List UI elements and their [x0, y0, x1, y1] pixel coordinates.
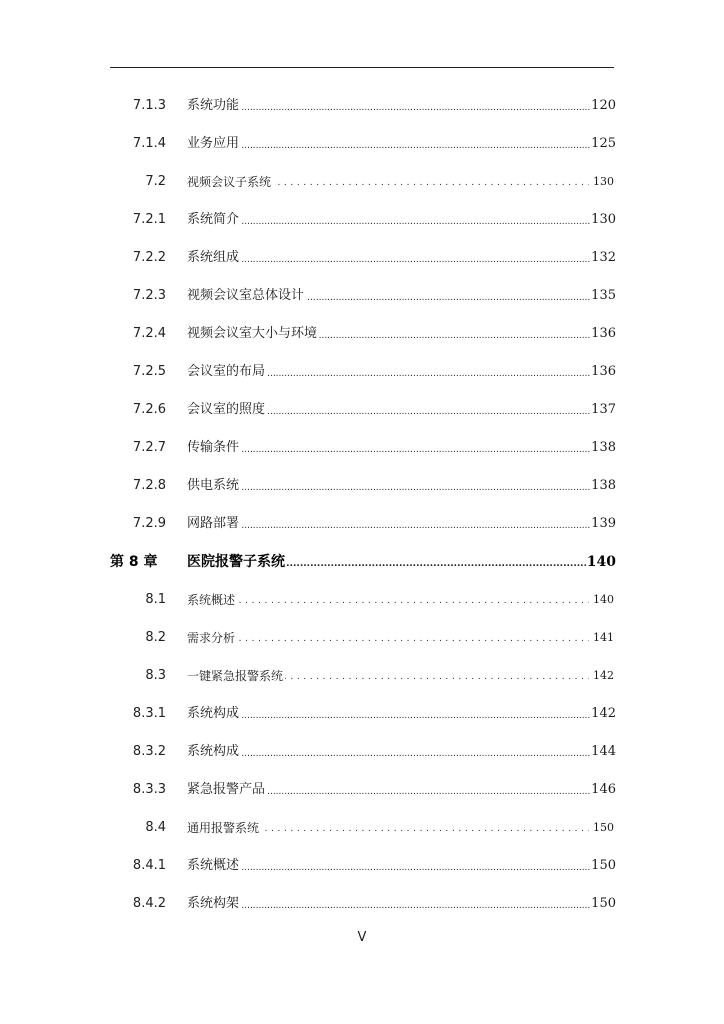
toc-entry[interactable]	[0, 741, 724, 763]
toc-entry-page[interactable]: 140	[592, 589, 614, 611]
toc-entry-title[interactable]: 网路部署	[187, 513, 241, 535]
toc-entry[interactable]	[0, 209, 724, 231]
toc-entry-title[interactable]: 系统简介	[187, 209, 241, 231]
toc-entry[interactable]	[0, 855, 724, 877]
toc-entry[interactable]	[0, 627, 724, 649]
toc-entry-page[interactable]: 141	[592, 627, 614, 649]
toc-entry-number: 7.2.9	[132, 516, 166, 531]
toc-dot-leader	[187, 437, 594, 459]
toc-dot-leader	[187, 741, 594, 763]
toc-entry-title[interactable]: 一键紧急报警系统	[187, 665, 285, 687]
toc-entry-number: 8.4	[145, 820, 166, 835]
toc-entry-number: 7.1.3	[132, 98, 166, 113]
toc-entry-number: 7.2.6	[132, 402, 166, 417]
toc-entry[interactable]	[0, 589, 724, 611]
toc-entry-page[interactable]: 150	[590, 855, 616, 877]
toc-entry-page[interactable]: 136	[590, 361, 616, 383]
toc-entry-title[interactable]: 系统构成	[187, 703, 241, 725]
toc-entry-page[interactable]: 140	[586, 551, 616, 573]
toc-chapter-entry[interactable]	[0, 551, 724, 573]
toc-entry-title[interactable]: 系统组成	[187, 247, 241, 269]
toc-dot-leader	[187, 855, 594, 877]
toc-entry[interactable]	[0, 513, 724, 535]
toc-entry-page[interactable]: 130	[590, 209, 616, 231]
toc-entry-number: 8.3.1	[132, 706, 166, 721]
toc-dot-leader	[187, 95, 594, 117]
toc-entry-number: 7.2.1	[132, 212, 166, 227]
page-number: V	[357, 930, 367, 945]
toc-entry-title[interactable]: 视频会议子系统	[187, 171, 273, 193]
toc-entry-number: 8.3	[145, 668, 166, 683]
toc-entry-title[interactable]: 视频会议室大小与环境	[187, 323, 319, 345]
toc-entry[interactable]	[0, 133, 724, 155]
toc-entry-page[interactable]: 146	[590, 779, 616, 801]
toc-entry-page[interactable]: 150	[590, 893, 616, 915]
toc-entry-number: 7.2.2	[132, 250, 166, 265]
toc-dot-leader	[187, 589, 589, 611]
toc-entry[interactable]	[0, 817, 724, 839]
toc-entry-number: 7.1.4	[132, 136, 166, 151]
toc-entry-number: 8.4.2	[132, 896, 166, 911]
toc-entry-number: 8.3.2	[132, 744, 166, 759]
toc-entry-page[interactable]: 142	[590, 703, 616, 725]
toc-entry[interactable]	[0, 893, 724, 915]
toc-entry-page[interactable]: 120	[590, 95, 616, 117]
toc-entry-page[interactable]: 125	[590, 133, 616, 155]
toc-dot-leader	[187, 627, 589, 649]
toc-entry-title[interactable]: 供电系统	[187, 475, 241, 497]
toc-entry[interactable]	[0, 247, 724, 269]
toc-entry-title[interactable]: 系统构成	[187, 741, 241, 763]
toc-dot-leader	[187, 133, 594, 155]
toc-entry-page[interactable]: 138	[590, 437, 616, 459]
header-rule	[110, 67, 614, 68]
toc-entry-title[interactable]: 视频会议室总体设计	[187, 285, 306, 307]
toc-entry[interactable]	[0, 399, 724, 421]
toc-entry-page[interactable]: 150	[592, 817, 614, 839]
toc-entry-title[interactable]: 会议室的照度	[187, 399, 267, 421]
toc-dot-leader	[187, 893, 594, 915]
toc-entry-page[interactable]: 136	[590, 323, 616, 345]
toc-entry-page[interactable]: 138	[590, 475, 616, 497]
toc-entry-title[interactable]: 系统构架	[187, 893, 241, 915]
toc-entry-page[interactable]: 139	[590, 513, 616, 535]
toc-entry-number: 7.2	[145, 174, 166, 189]
toc-entry-title[interactable]: 系统功能	[187, 95, 241, 117]
toc-entry-title[interactable]: 医院报警子系统	[187, 551, 287, 573]
toc-entry-page[interactable]: 142	[592, 665, 614, 687]
toc-entry-number: 第 8 章	[110, 554, 158, 570]
toc-entry-page[interactable]: 130	[592, 171, 614, 193]
toc-entry[interactable]	[0, 285, 724, 307]
toc-dot-leader	[187, 513, 594, 535]
toc-entry-number: 8.2	[145, 630, 166, 645]
toc-entry-number: 7.2.5	[132, 364, 166, 379]
toc-entry[interactable]	[0, 171, 724, 193]
toc-entry-title[interactable]: 系统概述	[187, 589, 237, 611]
toc-entry-title[interactable]: 会议室的布局	[187, 361, 267, 383]
toc-entry-number: 8.1	[145, 592, 166, 607]
toc-entry[interactable]	[0, 437, 724, 459]
toc-dot-leader	[187, 703, 594, 725]
toc-entry-page[interactable]: 144	[590, 741, 616, 763]
toc-dot-leader	[187, 475, 594, 497]
toc-entry-title[interactable]: 通用报警系统	[187, 817, 261, 839]
toc-entry[interactable]	[0, 323, 724, 345]
toc-entry-title[interactable]: 传输条件	[187, 437, 241, 459]
toc-entry[interactable]	[0, 665, 724, 687]
toc-dot-leader	[187, 209, 594, 231]
toc-entry-title[interactable]: 业务应用	[187, 133, 241, 155]
toc-entry-page[interactable]: 137	[590, 399, 616, 421]
toc-entry[interactable]	[0, 779, 724, 801]
toc-dot-leader	[187, 247, 594, 269]
toc-entry-page[interactable]: 132	[590, 247, 616, 269]
toc-entry-number: 7.2.4	[132, 326, 166, 341]
toc-entry[interactable]	[0, 475, 724, 497]
toc-entry-number: 7.2.3	[132, 288, 166, 303]
toc-entry-title[interactable]: 需求分析	[187, 627, 237, 649]
toc-entry-title[interactable]: 系统概述	[187, 855, 241, 877]
toc-entry-page[interactable]: 135	[590, 285, 616, 307]
toc-entry[interactable]	[0, 703, 724, 725]
toc-entry[interactable]	[0, 361, 724, 383]
toc-entry-title[interactable]: 紧急报警产品	[187, 779, 267, 801]
toc-entry-number: 7.2.8	[132, 478, 166, 493]
toc-entry[interactable]	[0, 95, 724, 117]
toc-entry-number: 7.2.7	[132, 440, 166, 455]
toc-entry-number: 8.4.1	[132, 858, 166, 873]
toc-entry-number: 8.3.3	[132, 782, 166, 797]
